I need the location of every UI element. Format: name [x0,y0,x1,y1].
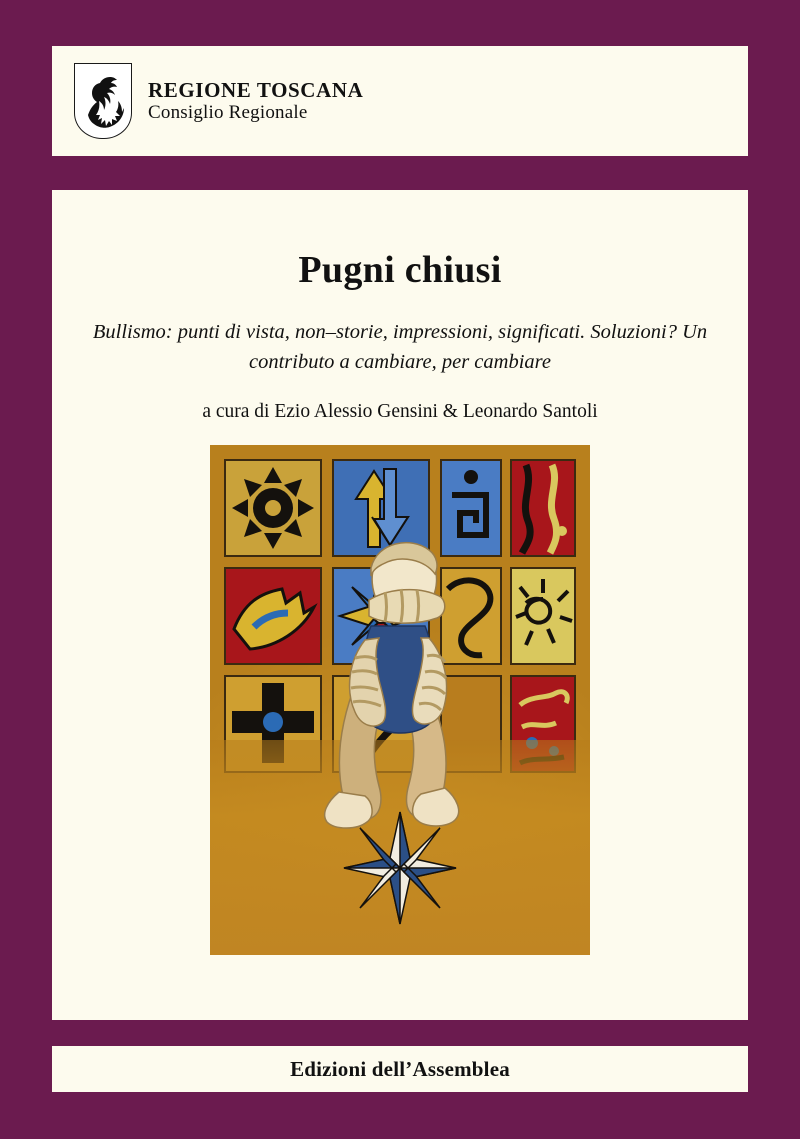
book-editors: a cura di Ezio Alessio Gensini & Leonardo Santoli [202,401,598,423]
artwork-tile [510,567,576,665]
tuscany-pegasus-crest-icon [74,63,132,139]
institution-body: Consiglio Regionale [148,102,308,124]
publisher-header-band [52,46,748,156]
book-title: Pugni chiusi [298,249,502,291]
compass-star [340,808,460,933]
artwork-tile [510,459,576,557]
book-subtitle: Bullismo: punti di vista, non–storie, impressioni, significati. Soluzioni? Un contributo a cambiare, per cambiare [92,321,708,373]
cover-content-panel [52,190,748,1020]
header-text-block [148,79,363,124]
publisher-name: Edizioni dell’Assemblea [290,1056,510,1081]
publisher-footer-band [52,1046,748,1092]
cover-artwork [210,445,590,955]
institution-name: REGIONE TOSCANA [148,77,364,102]
